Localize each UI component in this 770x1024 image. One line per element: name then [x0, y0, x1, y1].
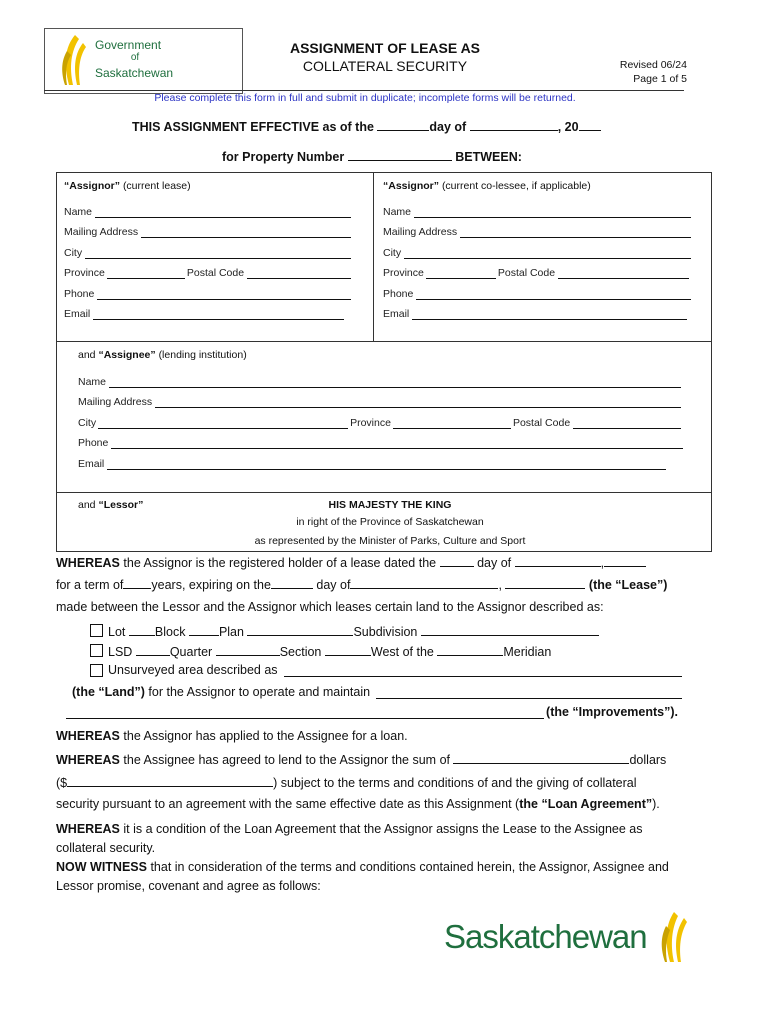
lsd-label: LSD: [108, 645, 133, 659]
subdivision-label: Subdivision: [353, 625, 418, 639]
assignee-mailing-row: [78, 396, 681, 408]
quarter-field[interactable]: [216, 644, 280, 656]
effective-day-field[interactable]: [377, 119, 429, 131]
assignor-city-field[interactable]: [85, 248, 351, 259]
assignee-province-label: Province: [350, 417, 391, 429]
assignor-email-field[interactable]: [93, 309, 344, 320]
plan-field[interactable]: [247, 624, 353, 636]
meridian-label: Meridian: [503, 645, 552, 659]
whereas2-kw: WHEREAS: [56, 729, 120, 743]
gov-line2-text: of: [130, 52, 140, 63]
coassignor-name-label: Name: [383, 206, 412, 218]
assignor-city-label: City: [64, 247, 83, 259]
coassignor-province-field[interactable]: [426, 267, 496, 279]
whereas2-text: the Assignor has applied to the Assignee for a loan.: [123, 729, 408, 743]
whereas1-line2e: (the “Lease”): [588, 578, 668, 592]
lessor-title-bold: “Lessor”: [98, 499, 144, 511]
whereas3-text3: security pursuant to an agreement with the same effective date as this Assignment (: [56, 797, 520, 811]
coassignor-postal-field[interactable]: [558, 268, 689, 279]
assignee-email-field[interactable]: [107, 459, 666, 470]
footer-logo: [444, 916, 694, 966]
whereas1-line2: [56, 577, 667, 592]
assignor-email-label: Email: [64, 308, 91, 320]
coassignor-province-row: [383, 267, 689, 279]
land-text: for the Assignor to operate and maintain: [148, 685, 371, 699]
expiry-month-field[interactable]: [350, 577, 498, 589]
lessor-line3: as represented by the Minister of Parks, Culture and Sport: [254, 535, 526, 547]
effective-part2: day of: [429, 120, 467, 134]
assignee-name-label: Name: [78, 376, 107, 388]
property-line: [222, 149, 522, 164]
witness-line2: Lessor promise, covenant and agree as follows:: [56, 879, 321, 893]
assignee-name-row: [78, 376, 681, 388]
lease-date-day-field[interactable]: [440, 555, 474, 567]
assignor-mailing-row: [64, 226, 351, 238]
unsurveyed-row: [90, 663, 682, 677]
lsd-field[interactable]: [136, 644, 170, 656]
footer-wheat-icon: [656, 910, 690, 966]
assignee-email-row: [78, 458, 666, 470]
assignee-title: [78, 349, 247, 361]
effective-year-field[interactable]: [579, 119, 601, 131]
assignor-mailing-field[interactable]: [141, 227, 351, 238]
dollars-label: dollars: [629, 753, 667, 767]
lease-term-field[interactable]: [123, 577, 151, 589]
assignor-postal-label: Postal Code: [186, 267, 245, 279]
coassignor-city-field[interactable]: [404, 248, 691, 259]
header-logo-box: [44, 28, 243, 94]
between-label: BETWEEN:: [455, 150, 522, 164]
coassignor-phone-label: Phone: [383, 288, 414, 300]
assignee-title-note: (lending institution): [158, 349, 247, 361]
assignee-city-field[interactable]: [98, 417, 348, 429]
plan-label: Plan: [218, 625, 244, 639]
assignee-city-label: City: [78, 417, 97, 429]
assignee-phone-row: [78, 437, 683, 449]
lease-date-month-field[interactable]: [515, 555, 601, 567]
assignor-email-row: [64, 308, 344, 320]
quarter-label: Quarter: [169, 645, 213, 659]
improvements-row: [66, 705, 678, 719]
expiry-day-field[interactable]: [271, 577, 313, 589]
lsd-row: [90, 644, 551, 659]
lease-date-year-field[interactable]: [604, 555, 646, 567]
loan-amount-number-field[interactable]: [67, 775, 273, 787]
coassignor-email-row: [383, 308, 687, 320]
assignee-postal-field[interactable]: [573, 418, 681, 429]
revised-date: Revised 06/24: [619, 59, 687, 71]
dollar-sign: ($: [56, 776, 68, 790]
whereas3-line1: [56, 752, 666, 767]
whereas3-text2: ) subject to the terms and conditions of and the giving of collateral: [273, 776, 637, 790]
whereas3-line3: [56, 797, 660, 811]
improvements-label: (the “Improvements”).: [546, 705, 678, 719]
whereas1-kw: WHEREAS: [56, 556, 120, 570]
unsurveyed-label: Unsurveyed area described as: [108, 663, 278, 677]
loan-amount-words-field[interactable]: [453, 752, 629, 764]
whereas1-line3: made between the Lessor and the Assignor which leases certain land to the Assignor described as:: [56, 600, 604, 614]
whereas3-text: the Assignee has agreed to lend to the Assignor the sum of: [123, 753, 450, 767]
effective-part3: , 20: [557, 120, 579, 134]
whereas4-kw: WHEREAS: [56, 822, 120, 836]
section-field[interactable]: [325, 644, 371, 656]
lot-label: Lot: [108, 625, 126, 639]
coassignor-email-field[interactable]: [412, 309, 687, 320]
subdivision-field[interactable]: [421, 624, 599, 636]
assignor-province-label: Province: [64, 267, 105, 279]
effective-month-field[interactable]: [470, 119, 558, 131]
coassignor-mailing-row: [383, 226, 691, 238]
whereas1-line2c: day of: [316, 578, 351, 592]
land-row: [72, 685, 682, 699]
unsurveyed-checkbox[interactable]: [90, 664, 103, 677]
property-number-field[interactable]: [348, 149, 452, 161]
assignor-phone-field[interactable]: [97, 289, 351, 300]
whereas1-line1: [56, 555, 646, 570]
coassignor-city-row: [383, 247, 691, 259]
assignor-title-bold: “Assignor”: [64, 180, 121, 192]
whereas3-line2: [56, 775, 637, 790]
assignee-mailing-field[interactable]: [155, 397, 681, 408]
expiry-year-field[interactable]: [505, 577, 585, 589]
lessor-and: and: [78, 499, 96, 511]
assignor-postal-field[interactable]: [247, 268, 351, 279]
page-number: Page 1 of 5: [633, 73, 687, 85]
block-label: Block: [154, 625, 186, 639]
whereas1-b: day of: [477, 556, 512, 570]
assignee-and: and: [78, 349, 96, 361]
form-title-line2: COLLATERAL SECURITY: [302, 58, 468, 74]
gov-line2: [95, 52, 175, 63]
assignor-province-field[interactable]: [107, 267, 185, 279]
whereas3-kw: WHEREAS: [56, 753, 120, 767]
whereas2-line: [56, 729, 408, 743]
whereas1-line2d: ,: [498, 578, 502, 592]
assignor-title-note: (current lease): [122, 180, 191, 192]
loan-agreement-label: the “Loan Agreement”: [519, 797, 653, 811]
witness-kw: NOW WITNESS: [56, 860, 147, 874]
assignee-email-label: Email: [78, 458, 105, 470]
effective-part1: THIS ASSIGNMENT EFFECTIVE as of the: [132, 120, 374, 134]
whereas3-text3-end: ).: [652, 797, 660, 811]
assignor-name-label: Name: [64, 206, 93, 218]
assignee-postal-label: Postal Code: [512, 417, 571, 429]
whereas4-line2: collateral security.: [56, 841, 156, 855]
whereas4-text: it is a condition of the Loan Agreement that the Assignor assigns the Lease to the Assignee as: [123, 822, 643, 836]
unsurveyed-field[interactable]: [284, 666, 682, 677]
lessor-line1: HIS MAJESTY THE KING: [328, 499, 452, 511]
coassignor-title-bold: “Assignor”: [383, 180, 440, 192]
section-label: Section: [279, 645, 322, 659]
assignee-title-bold: “Assignee”: [98, 349, 156, 361]
lot-row: [90, 624, 599, 639]
coassignor-name-field[interactable]: [414, 207, 691, 218]
coassignor-province-label: Province: [383, 267, 424, 279]
assignor-mailing-label: Mailing Address: [64, 226, 139, 238]
lot-field[interactable]: [129, 624, 155, 636]
property-number-label: for Property Number: [222, 150, 345, 164]
assignor-phone-row: [64, 288, 351, 300]
coassignor-phone-field[interactable]: [416, 289, 691, 300]
west-of-label: West of the: [370, 645, 434, 659]
gov-line1: Government: [95, 38, 162, 52]
whereas1-a: the Assignor is the registered holder of a lease dated the: [123, 556, 437, 570]
assignor-title: [64, 180, 191, 192]
assignor-phone-label: Phone: [64, 288, 95, 300]
whereas1-c: ,: [600, 556, 605, 570]
coassignor-postal-label: Postal Code: [497, 267, 556, 279]
assignee-mailing-label: Mailing Address: [78, 396, 153, 408]
coassignor-mailing-label: Mailing Address: [383, 226, 458, 238]
assignor-province-row: [64, 267, 351, 279]
improvements-field[interactable]: [66, 708, 544, 719]
whereas4-line1: [56, 822, 642, 836]
lessor-title: [78, 499, 143, 511]
lot-checkbox[interactable]: [90, 624, 103, 637]
coassignor-mailing-field[interactable]: [460, 227, 691, 238]
assignee-city-row: [78, 417, 681, 429]
assignee-phone-field[interactable]: [111, 438, 683, 449]
coassignor-name-row: [383, 206, 691, 218]
header-rule: [44, 90, 684, 91]
whereas1-line2a: for a term of: [56, 578, 124, 592]
gov-line3: Saskatchewan: [95, 66, 174, 80]
operate-maintain-field[interactable]: [376, 688, 682, 699]
assignor-name-row: [64, 206, 351, 218]
block-field[interactable]: [189, 624, 219, 636]
coassignor-title: [383, 180, 591, 192]
coassignor-phone-row: [383, 288, 691, 300]
footer-logo-text: Saskatchewan: [444, 918, 647, 955]
instruction-text: Please complete this form in full and submit in duplicate; incomplete forms will be returned.: [154, 92, 576, 104]
lsd-checkbox[interactable]: [90, 644, 103, 657]
assignor-name-field[interactable]: [95, 207, 351, 218]
coassignor-title-note: (current co-lessee, if applicable): [441, 180, 591, 192]
wheat-logo-icon: [55, 33, 89, 89]
coassignor-city-label: City: [383, 247, 402, 259]
meridian-field[interactable]: [437, 644, 503, 656]
assignee-phone-label: Phone: [78, 437, 109, 449]
assignor-city-row: [64, 247, 351, 259]
assignor-divider: [373, 172, 374, 341]
coassignor-email-label: Email: [383, 308, 410, 320]
form-title-line1: ASSIGNMENT OF LEASE AS: [289, 40, 481, 56]
lessor-line2: in right of the Province of Saskatchewan: [296, 516, 484, 528]
assignee-name-field[interactable]: [109, 377, 681, 388]
assignee-province-field[interactable]: [393, 417, 511, 429]
witness-text: that in consideration of the terms and conditions contained herein, the Assignor, Assignee and: [150, 860, 669, 874]
effective-line: [132, 119, 601, 134]
whereas1-line2b: years, expiring on the: [151, 578, 271, 592]
land-label: (the “Land”): [72, 685, 145, 699]
witness-line1: [56, 860, 669, 874]
